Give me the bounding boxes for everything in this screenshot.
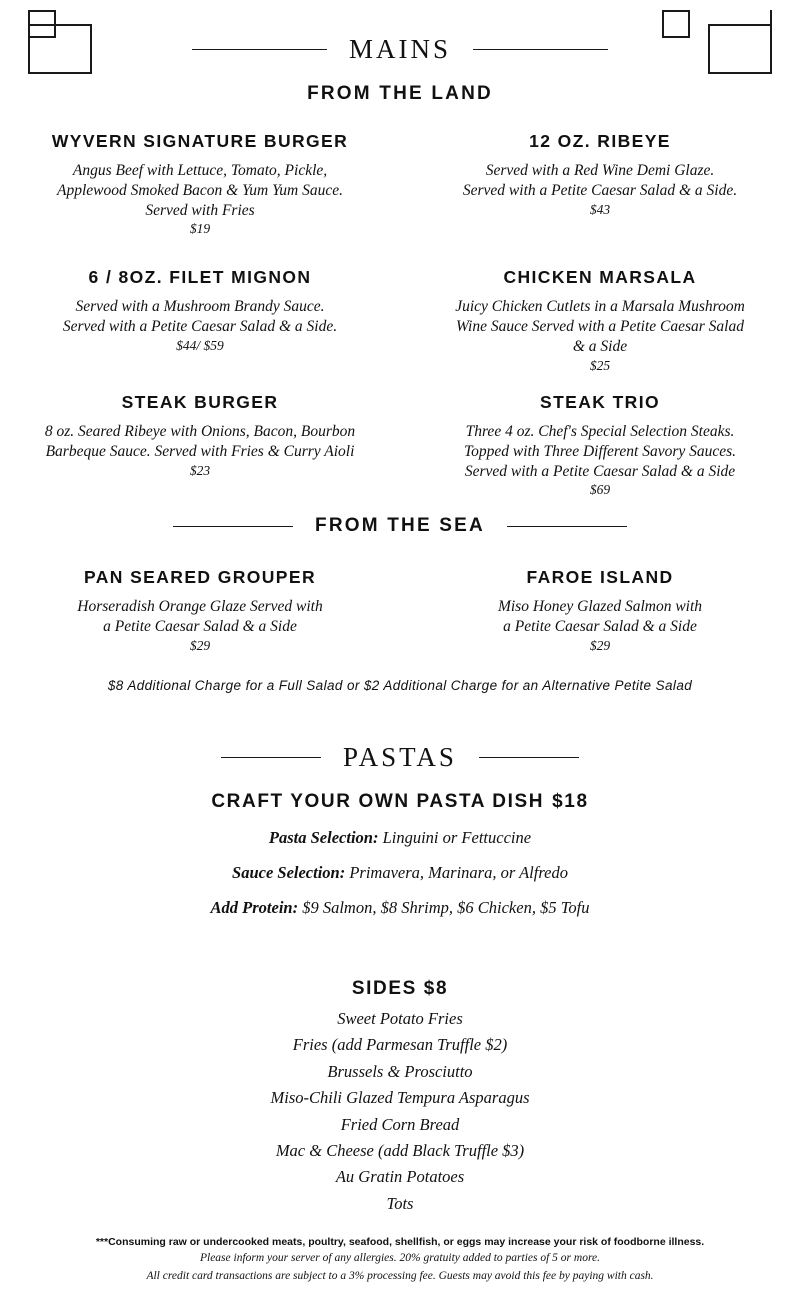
sauce-selection-row	[0, 863, 800, 883]
dish-name: STEAK BURGER	[121, 391, 279, 412]
side-item: Fried Corn Bread	[340, 1114, 460, 1134]
side-item: Mac & Cheese (add Black Truffle $3)	[275, 1140, 525, 1160]
pasta-selection-row	[0, 828, 800, 848]
add-protein-label: Add Protein:	[210, 898, 299, 917]
dish-description: Three 4 oz. Chef's Special Selection Steaks. Topped with Three Different Savory Sauces. Served with a Petite Caesar Salad & a Side	[463, 422, 737, 480]
side-item: Miso-Chili Glazed Tempura Asparagus	[270, 1088, 530, 1108]
footer-line-2: Please inform your server of any allergies. 20% gratuity added to parties of 5 or more.	[199, 1252, 600, 1265]
dish-price: $29	[189, 637, 211, 653]
dish-price: $23	[189, 462, 211, 478]
dish-description: Angus Beef with Lettuce, Tomato, Pickle, Applewood Smoked Bacon & Yum Yum Sauce. Served with Fries	[56, 162, 344, 219]
dish-name: 6 / 8OZ. FILET MIGNON	[88, 267, 312, 288]
page-title	[0, 34, 800, 65]
dish-steak-burger	[0, 392, 400, 498]
dish-price: $69	[589, 482, 611, 498]
section-from-the-land	[0, 83, 800, 498]
dish-price: $19	[189, 221, 211, 237]
section-heading-sea-block	[0, 515, 800, 537]
side-item: Fries (add Parmesan Truffle $2)	[292, 1035, 508, 1055]
dish-description: 8 oz. Seared Ribeye with Onions, Bacon, Bourbon Barbeque Sauce. Served with Fries & Curry Aioli	[44, 422, 356, 460]
section-heading-pastas-block	[0, 742, 800, 773]
dish-description: Horseradish Orange Glaze Served with a Petite Caesar Salad & a Side	[77, 598, 323, 635]
dish-name: CHICKEN MARSALA	[503, 267, 697, 288]
dish-wyvern-signature-burger	[0, 131, 400, 237]
dish-description: Juicy Chicken Cutlets in a Marsala Mushroom Wine Sauce Served with a Petite Caesar Salad & a Side	[455, 298, 745, 356]
dish-name: WYVERN SIGNATURE BURGER	[51, 131, 349, 151]
dish-price: $44/ $59	[176, 338, 224, 354]
pasta-selection-label: Pasta Selection:	[268, 828, 379, 847]
craft-price: $18	[552, 791, 589, 812]
title-rule-left	[192, 49, 327, 50]
dish-name: STEAK TRIO	[540, 391, 660, 412]
side-item: Au Gratin Potatoes	[335, 1167, 465, 1187]
dish-steak-trio	[400, 392, 800, 498]
sauce-selection-label: Sauce Selection:	[232, 863, 346, 882]
dish-12-oz-ribeye	[400, 131, 800, 237]
dish-filet-mignon	[0, 267, 400, 373]
section-heading-sea: FROM THE SEA	[315, 515, 485, 536]
footer-disclaimer	[0, 1234, 800, 1286]
dish-faroe-island	[400, 567, 800, 654]
dish-name: FAROE ISLAND	[526, 567, 674, 587]
pasta-selection-value: Linguini or Fettuccine	[382, 828, 532, 847]
section-from-the-sea	[0, 515, 800, 693]
dish-description: Served with a Mushroom Brandy Sauce. Served with a Petite Caesar Salad & a Side.	[62, 298, 338, 336]
dish-description: Miso Honey Glazed Salmon with a Petite Caesar Salad & a Side	[497, 598, 703, 635]
side-item: Tots	[386, 1193, 414, 1213]
sea-rule-left	[173, 526, 293, 527]
footer-line-3: All credit card transactions are subject to a 3% processing fee. Guests may avoid this fee by paying with cash.	[146, 1270, 654, 1283]
craft-your-own-pasta	[0, 791, 800, 813]
side-item: Brussels & Prosciutto	[327, 1061, 473, 1081]
sea-rule-right	[507, 526, 627, 527]
pastas-rule-right	[479, 757, 579, 758]
page-title-text: MAINS	[348, 34, 451, 64]
salad-upcharge-note: $8 Additional Charge for a Full Salad or $2 Additional Charge for an Alternative Petite Salad	[107, 677, 693, 693]
craft-label: CRAFT YOUR OWN PASTA DISH	[211, 791, 545, 812]
section-pastas	[0, 742, 800, 918]
section-sides	[0, 978, 800, 1217]
dish-name: PAN SEARED GROUPER	[84, 567, 316, 587]
dish-chicken-marsala	[400, 267, 800, 373]
dish-price: $25	[589, 357, 611, 373]
dish-description: Served with a Red Wine Demi Glaze. Served with a Petite Caesar Salad & a Side.	[462, 162, 738, 199]
add-protein-value: $9 Salmon, $8 Shrimp, $6 Chicken, $5 Tofu	[302, 898, 590, 917]
section-heading-pastas: PASTAS	[343, 742, 457, 772]
dish-price: $29	[589, 637, 611, 653]
sides-title: SIDES $8	[351, 978, 449, 999]
sauce-selection-value: Primavera, Marinara, or Alfredo	[349, 863, 568, 882]
pastas-rule-left	[221, 757, 321, 758]
dish-price: $43	[589, 201, 611, 217]
add-protein-row	[0, 898, 800, 918]
section-heading-land: FROM THE LAND	[307, 83, 493, 104]
dish-pan-seared-grouper	[0, 567, 400, 654]
footer-line-1: ***Consuming raw or undercooked meats, poultry, seafood, shellfish, or eggs may increase your risk of foodborne illness.	[95, 1236, 705, 1249]
title-rule-right	[473, 49, 608, 50]
side-item: Sweet Potato Fries	[337, 1009, 463, 1028]
dish-name: 12 OZ. RIBEYE	[529, 131, 671, 151]
